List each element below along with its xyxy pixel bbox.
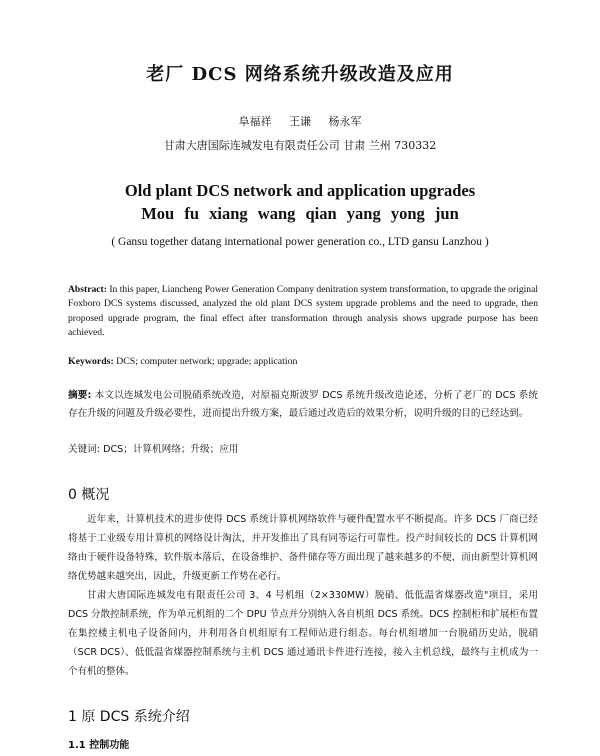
abstract-cn-text: 本文以连城发电公司脱硝系统改造，对原福克斯波罗 DCS 系统升级改造论述，分析了老厂的 DCS 系统存在升级的问题及升级必要性，进而提出升级方案，最后通过改造后的效果分析，说明升级的目的已经达到。 [68,390,538,419]
section-1-heading: 1 原 DCS 系统介绍 [68,709,190,725]
affiliation-cn: 甘肃大唐国际连城发电有限责任公司 甘肃 兰州 730332 [163,139,437,152]
keywords-en [68,356,538,367]
keywords-en-text: DCS; computer network; upgrade; application [116,356,298,367]
abstract-cn [68,387,538,422]
abstract-en-label: Abstract: [68,284,107,295]
affiliation-en: ( Gansu together datang international power generation co., LTD gansu Lanzhou ) [111,236,489,248]
abstract-cn-label: 摘要: [68,390,92,401]
section-1-1-heading: 1.1 控制功能 [68,740,130,751]
keywords-cn [68,441,538,455]
authors-en: Mou fu xiang wang qian yang yong jun [141,204,459,223]
keywords-en-label: Keywords: [68,356,114,367]
keywords-cn-label: 关键词: [68,444,101,455]
section-0-paragraph-1: 近年来，计算机技术的进步使得 DCS 系统计算机网络软件与硬件配置水平不断提高。许多 DCS 厂商已经将基于工业级专用计算机的网络设计淘汰，并开发推出了具有同等运行可靠性。投产时间较长的 DCS 计算机网络由于硬件设备特殊，软件版本落后，在设备维护、备件储存等方面出现了越来越多的不便，而由新型计算机网络优势越来越突出，因此，升级更新工作势在必行。 [68,514,538,582]
section-0-paragraph-2: 甘肃大唐国际连城发电有限责任公司 3、4 号机组（2×330MW）脱硝、低低温省煤器改造"项目，采用 DCS 分散控制系统，作为单元机组的二个 DPU 节点并分别纳入各自机组 DCS 系统。DCS 控制柜和扩展柜布置在集控楼主机电子设备间内，并利用各自机组原有工程师站进行组态。每台机组增加一台脱硝历史站，脱硝（SCR DCS）、低低温省煤器控制系统与主机 DCS 通过通讯卡件进行连接，接入主机总线，最终与主机成为一个有机的整体。 [68,590,538,677]
abstract-en-text: In this paper, Liancheng Power Generation Company denitration system transformation, to upgrade the original Foxboro DCS systems discussed, analyzed the old plant DCS system upgrade problems and the need to upgrade, then proposed upgrade program, the final effect after transformation through analysis shows upgrade purpose has been achieved. [68,284,538,338]
keywords-cn-text: DCS；计算机网络；升级；应用 [103,444,239,455]
section-0-heading: 0 概况 [68,487,110,503]
paper-title-en: Old plant DCS network and application upgrades [124,181,476,200]
abstract-en [68,283,538,340]
authors-cn: 阜福祥 王谦 杨永军 [238,115,362,128]
paper-title-cn: 老厂 DCS 网络系统升级改造及应用 [146,64,454,85]
